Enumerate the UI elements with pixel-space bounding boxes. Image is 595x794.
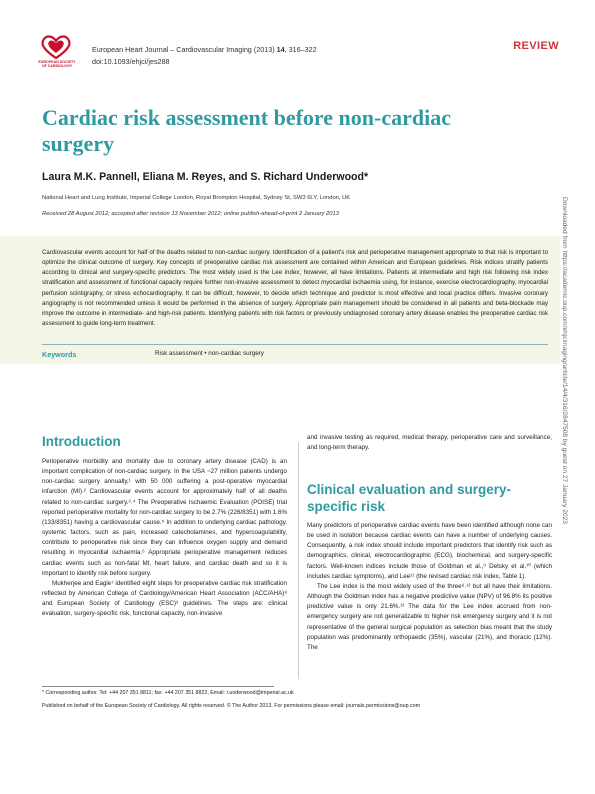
introduction-body: [42, 457, 287, 620]
keywords-label: Keywords: [42, 350, 77, 359]
right-column-continuation: [307, 433, 552, 453]
footnote-rule: [42, 686, 274, 687]
received-dates: Received 28 August 2012; accepted after revision 13 November 2012; online publish-ahead-of-print 2 January 2013: [42, 211, 339, 217]
clinical-paragraph-2: The Lee index is the most widely used of the three⁸˒¹² but all have their limitations. Although the Goldman index has a negative predictive value (NPV) of 96.8% its positive predictive value is only 21.6%.¹² The data for the Lee index accrued from non-emergency surgery are not generalizable to higher risk emergency surgery and it is not representative of the general surgical population as selection bias meant that the study population was predominantly orthopaedic (35%), vascular (21%), and thoracic (12%). The: [307, 582, 552, 651]
section-label: REVIEW: [513, 40, 559, 52]
affiliation: National Heart and Lung Institute, Imperial College London, Royal Brompton Hospital, Sydney St, SW3 6LY, London, UK: [42, 195, 351, 201]
publisher-notice: Published on behalf of the European Society of Cardiology. All rights reserved. © The Author 2013. For permissions please email: journals.permissions@oup.com: [42, 703, 421, 709]
introduction-paragraph-2: Mukherjee and Eagle⁷ identified eight steps for preoperative cardiac risk stratification reflected by American College of Cardiology/American Heart Association (ACC/AHA)⁸ and European Society of Cardiology (ESC)³ guidelines. The steps are: clinical evaluation, surgery-specific risk, functional capacity, non-invasive: [42, 579, 287, 618]
doi[interactable]: doi:10.1093/ehjci/jes288: [92, 57, 170, 66]
corresponding-author-footnote: * Corresponding author. Tel: +44 207 351 8811; fax: +44 207 351 8822, Email: r.underwood@imperial.ac.uk: [42, 690, 294, 696]
introduction-heading: Introduction: [42, 434, 121, 449]
keywords-divider: [42, 344, 548, 345]
clinical-paragraph-1: Many predictors of perioperative cardiac events have been identified although none can be used in isolation because cardiac events can have a number of underlying causes. Consequently, a risk index should include important predictors that identify risk such as demographics, clinical, electrocardiographic (ECG), biochemical, and surgery-specific factors. Well-known indices include those of Goldman et al.,⁹ Detsky et al.¹⁰ (which includes cardiac symptoms), and Lee¹¹ (the revised cardiac risk index, Table 1).: [307, 522, 552, 580]
heart-logo-icon: [36, 34, 76, 60]
column-divider: [298, 442, 299, 679]
download-note: Downloaded from https://academic.oup.com/ehjcimaging/article/14/4/316/2847508 by guest on 27 January 2023: [561, 197, 568, 524]
clinical-evaluation-body: [307, 521, 552, 653]
abstract-text: Cardiovascular events account for half of the deaths related to non-cardiac surgery. Identification of a patient's risk and perioperative management appropriate to that risk is important to optimize the clinical outcome of surgery. Key concepts of preoperative cardiac risk assessment are contained within American and European guidelines. Risk indices stratify patients according to clinical and surgery-specific predictors. The most widely used is the Lee index; however, all have limitations. Patients at intermediate and high risk following risk index stratification and assessment of functional capacity require further non-invasive assessment to detect myocardial ischaemia using, for instance, exercise electrocardiography, myocardial perfusion scintigraphy, or stress echocardiography. It can be difficult, however, to decide which technique and predictor is most effective and local practice differs. Invasive coronary angiography is not recommended unless it would be performed in the absence of surgery. Appropriate pain management should be considered in all patients and beta-blockade may improve the outcome in intermediate- and high-risk patients. Identifying patients with risk factors or previously undiagnosed coronary artery disease enables the preoperative cardiac risk assessment to guide long-term treatment.: [42, 249, 548, 328]
journal-volume: 14: [276, 45, 285, 54]
article-title: Cardiac risk assessment before non-cardiac surgery: [42, 105, 451, 156]
logo-text: EUROPEAN SOCIETY OF CARDIOLOGY: [38, 60, 76, 69]
clinical-evaluation-heading: Clinical evaluation and surgery-specific risk: [307, 482, 512, 514]
continuation-paragraph: and invasive testing as required, medical therapy, perioperative care and surveillance, and long-term therapy.: [307, 434, 552, 452]
keywords-values: Risk assessment • non-cardiac surgery: [155, 350, 264, 357]
journal-citation: European Heart Journal – Cardiovascular Imaging (2013) 14, 316–322: [92, 45, 317, 54]
introduction-paragraph-1: Perioperative morbidity and mortality due to coronary artery disease (CAD) is an important complication of non-cardiac surgery. In the USA ~27 million patients undergo non-cardiac surgery annually,¹ with 50 000 suffering a post-operative myocardial infarction (MI).² Cardiovascular events account for approximately half of all deaths related to non-cardiac surgery.³˒⁴ The Preoperative Ischaemic Evaluation (POISE) trial reported perioperative mortality for non-cardiac surgery to be 2.7% (226/8351) with 1.6% (133/8351) having a cardiovascular cause.⁵ In addition to underlying cardiac pathology, systemic factors, such as pain, increased catecholamines, and hypercoagulability, contribute to perioperative risk since they can influence oxygen supply and demand resulting in myocardial ischaemia.⁶ Appropriate perioperative management reduces cardiac events such as non-fatal MI, heart failure, and cardiac death and so it is important to identify risk before surgery.: [42, 458, 287, 577]
authors: Laura M.K. Pannell, Eliana M. Reyes, and S. Richard Underwood*: [42, 171, 369, 183]
